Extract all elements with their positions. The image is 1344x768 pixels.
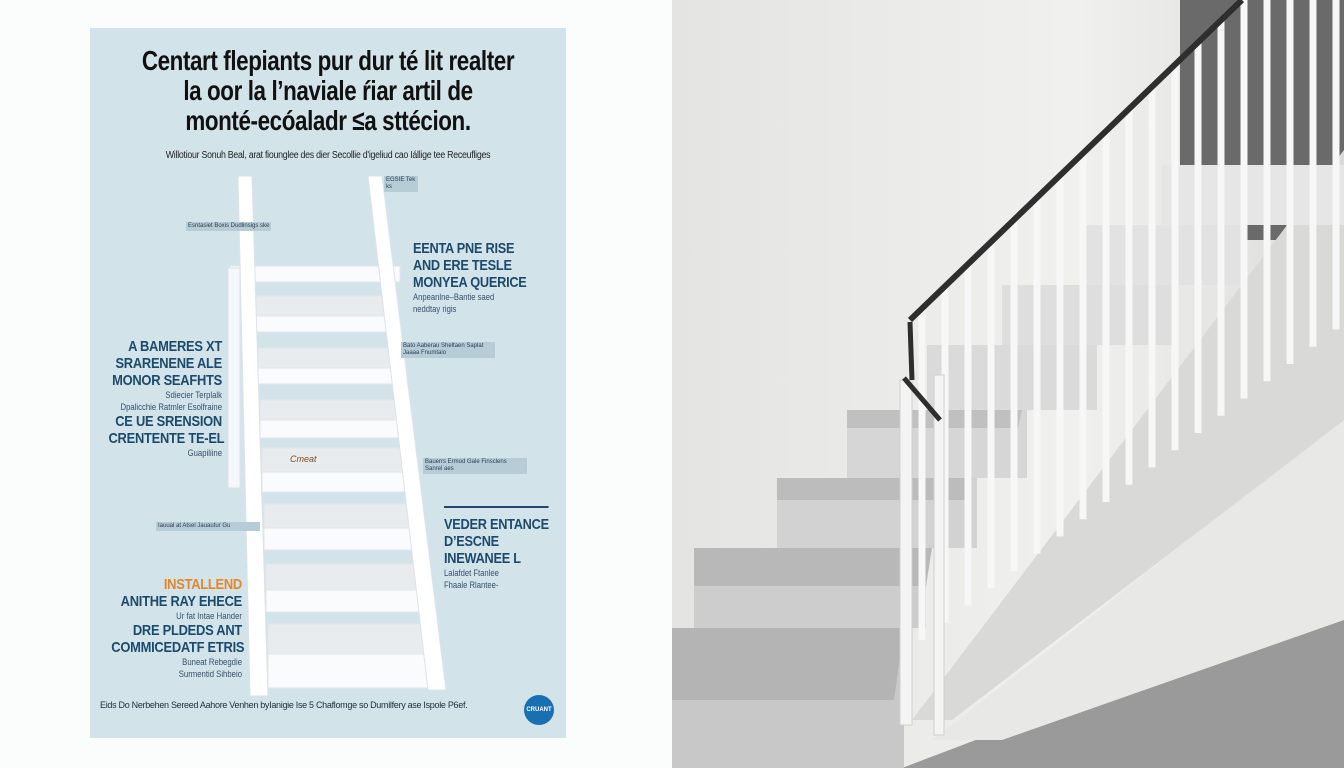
label-install: INSTALLEND ANITHE RAY EHECE Ur fat Intae Hander DRE PLDEDS ANT COMMICEDATF ETRIS Buneat Rebegdie Surmentid Sihbeio [111, 576, 245, 679]
label-entrance: VEDER ENTANCE D’ESCNE INEWANEE L Lalafdet Ftanlee Fhaale Rlantee- [444, 506, 549, 591]
label-barriers: A BAMERES XT SRARENENE ALE MONOR SEAFHTS Sdiecier Terplalk Dpalicchie Ratmler Esolfraine CE UE SRENSION CRENTENTE TE-EL Guapiliine [108, 338, 225, 458]
staircase-photo [672, 0, 1344, 768]
callout: EGSIE Tek ks [384, 176, 418, 192]
logo-badge: CRUANT [524, 695, 554, 725]
step-label: Cmeat [290, 454, 317, 464]
callout: Bauerrs Ermod Gale Finsclens Sanrel aes [423, 458, 527, 474]
label-rise: EENTA PNE RISE AND ERE TESLE MONYEA QUERICE Anpeanlne–Bantie saed neddtay rigis [413, 240, 527, 314]
poster-subtitle: Willotiour Sonuh Beal, arat fiounglee des dier Secollie d'igeliud cao Iállige tee Receufliges [165, 150, 491, 161]
callout: Esntasiet Boxis Dudlinsigs ske [188, 223, 270, 229]
staircase-scene [672, 0, 1344, 768]
poster-title: Centart flepiants pur dur té lit realter la oor la l’naviale ŕiar artil de monté-ecóaladr ≤a sttécion. [141, 45, 515, 136]
callout: Iauual at Atsel Jauautur Gu [156, 522, 260, 531]
callout: Bato Aaberau Sheltaen Saplat Jaaaa Fnumtaio [401, 342, 495, 358]
poster-footer: Eids Do Nerbehen Sereed Aahore Venhen byIanigie Ise 5 Chaflomge so Dumilfery ase Ispole P6ef. [100, 700, 468, 710]
stair-infographic-poster [90, 28, 566, 738]
